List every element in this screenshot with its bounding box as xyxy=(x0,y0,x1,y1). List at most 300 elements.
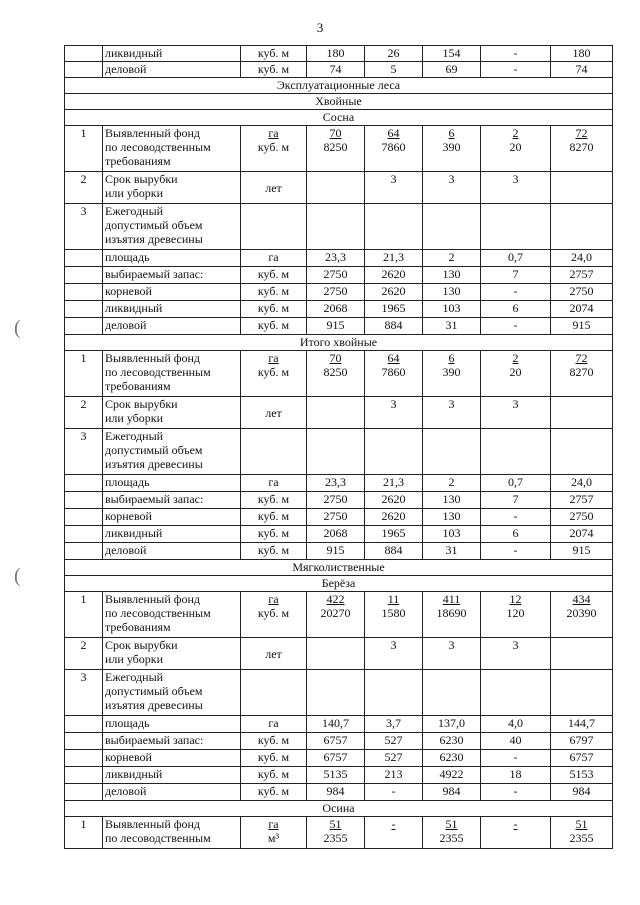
value-cell: 915 xyxy=(551,543,613,560)
row-unit: га xyxy=(241,250,307,267)
value-cell: 144,7 xyxy=(551,716,613,733)
value-cell: 6757 xyxy=(307,733,365,750)
value-cell: 2750 xyxy=(551,284,613,301)
table-row xyxy=(65,716,613,733)
label-line: Ежегодный xyxy=(105,204,164,218)
section-birch: Берёза xyxy=(65,576,613,592)
margin-mark: ( xyxy=(14,317,21,339)
row-number xyxy=(65,767,103,784)
empty-cell xyxy=(423,429,481,475)
volume-value: 2355 xyxy=(323,831,348,845)
row-unit: лет xyxy=(241,172,307,204)
section-aspen: Осина xyxy=(65,801,613,817)
value-cell xyxy=(307,817,365,849)
value-cell xyxy=(551,351,613,397)
row-number: 3 xyxy=(65,670,103,716)
value-cell: - xyxy=(481,318,551,335)
unit-ha: га xyxy=(268,817,279,831)
label-line: по лесоводственным xyxy=(105,606,211,620)
value-cell: 137,0 xyxy=(423,716,481,733)
row-label xyxy=(103,817,241,849)
area-value: 72 xyxy=(575,351,588,365)
row-label: выбираемый запас: xyxy=(103,733,241,750)
row-number: 2 xyxy=(65,638,103,670)
area-value: - xyxy=(391,817,396,831)
row-number xyxy=(65,267,103,284)
empty-cell xyxy=(481,670,551,716)
empty-cell xyxy=(423,204,481,250)
section-heading-row xyxy=(65,576,613,592)
area-value: 411 xyxy=(442,592,461,606)
value-cell: 2750 xyxy=(307,492,365,509)
value-cell: 527 xyxy=(365,733,423,750)
label-line: Срок вырубки xyxy=(105,397,178,411)
value-cell xyxy=(365,592,423,638)
value-cell: 2 xyxy=(423,250,481,267)
table-row xyxy=(65,46,613,62)
value-cell: 21,3 xyxy=(365,475,423,492)
value-cell xyxy=(423,592,481,638)
value-cell: 5 xyxy=(365,62,423,78)
value-cell: 2750 xyxy=(307,509,365,526)
row-number: 3 xyxy=(65,204,103,250)
value-cell: 2620 xyxy=(365,492,423,509)
area-value: 12 xyxy=(509,592,522,606)
row-number xyxy=(65,526,103,543)
table-row xyxy=(65,284,613,301)
row-unit: куб. м xyxy=(241,750,307,767)
volume-value: 20390 xyxy=(566,606,597,620)
row-label xyxy=(103,429,241,475)
volume-value: 2355 xyxy=(439,831,464,845)
table-row xyxy=(65,475,613,492)
label-line: требованиям xyxy=(105,379,171,393)
area-value: 6 xyxy=(448,126,455,140)
row-unit: куб. м xyxy=(241,492,307,509)
value-cell: 3 xyxy=(423,397,481,429)
row-unit: куб. м xyxy=(241,284,307,301)
value-cell: - xyxy=(481,509,551,526)
empty-cell xyxy=(307,204,365,250)
label-line: допустимый объем xyxy=(105,443,203,457)
annual-header-row xyxy=(65,204,613,250)
area-value: 51 xyxy=(329,817,342,831)
area-value: 51 xyxy=(575,817,588,831)
row-label: деловой xyxy=(103,543,241,560)
value-cell: 2074 xyxy=(551,526,613,543)
row-number xyxy=(65,543,103,560)
fund-row xyxy=(65,592,613,638)
label-line: или уборки xyxy=(105,186,164,200)
table-row xyxy=(65,526,613,543)
label-line: Ежегодный xyxy=(105,429,164,443)
row-unit xyxy=(241,351,307,397)
value-cell: 2757 xyxy=(551,492,613,509)
value-cell: 6 xyxy=(481,526,551,543)
row-label: ликвидный xyxy=(103,767,241,784)
value-cell: - xyxy=(481,784,551,801)
empty-cell xyxy=(307,670,365,716)
value-cell: 7 xyxy=(481,267,551,284)
row-label: деловой xyxy=(103,784,241,801)
area-value: 72 xyxy=(575,126,588,140)
row-label xyxy=(103,592,241,638)
row-label: деловой xyxy=(103,318,241,335)
row-label: площадь xyxy=(103,475,241,492)
label-line: требованиям xyxy=(105,154,171,168)
fund-row xyxy=(65,817,613,849)
empty-cell xyxy=(551,429,613,475)
value-cell: 5135 xyxy=(307,767,365,784)
empty-cell xyxy=(241,429,307,475)
section-pine: Сосна xyxy=(65,110,613,126)
row-number: 3 xyxy=(65,429,103,475)
empty-cell xyxy=(551,670,613,716)
value-cell: 2068 xyxy=(307,301,365,318)
value-cell: 31 xyxy=(423,543,481,560)
value-cell xyxy=(307,351,365,397)
label-line: Выявленный фонд xyxy=(105,817,201,831)
value-cell: 130 xyxy=(423,284,481,301)
label-line: или уборки xyxy=(105,652,164,666)
value-cell: 2 xyxy=(423,475,481,492)
row-unit xyxy=(241,592,307,638)
value-cell: 31 xyxy=(423,318,481,335)
value-cell xyxy=(307,172,365,204)
section-conifers: Хвойные xyxy=(65,94,613,110)
empty-cell xyxy=(241,204,307,250)
table-row xyxy=(65,784,613,801)
row-unit xyxy=(241,817,307,849)
section-softwood: Мягколиственные xyxy=(65,560,613,576)
row-number xyxy=(65,46,103,62)
value-cell: 26 xyxy=(365,46,423,62)
row-number xyxy=(65,284,103,301)
value-cell: 2620 xyxy=(365,509,423,526)
label-line: изъятия древесины xyxy=(105,457,203,471)
value-cell xyxy=(481,592,551,638)
value-cell: 130 xyxy=(423,492,481,509)
label-line: Выявленный фонд xyxy=(105,126,201,140)
value-cell xyxy=(551,592,613,638)
area-value: 2 xyxy=(512,126,519,140)
forest-volume-table xyxy=(64,45,613,849)
empty-cell xyxy=(365,670,423,716)
value-cell: 2757 xyxy=(551,267,613,284)
label-line: Выявленный фонд xyxy=(105,351,201,365)
row-unit xyxy=(241,126,307,172)
row-number xyxy=(65,716,103,733)
value-cell: 6 xyxy=(481,301,551,318)
value-cell: 3 xyxy=(481,397,551,429)
volume-value: 8270 xyxy=(569,365,594,379)
value-cell: 984 xyxy=(551,784,613,801)
row-label: выбираемый запас: xyxy=(103,267,241,284)
value-cell xyxy=(551,397,613,429)
value-cell: 915 xyxy=(551,318,613,335)
value-cell: 40 xyxy=(481,733,551,750)
value-cell: 2620 xyxy=(365,284,423,301)
value-cell: 1965 xyxy=(365,301,423,318)
volume-value: 8250 xyxy=(323,365,348,379)
row-label xyxy=(103,397,241,429)
empty-cell xyxy=(481,429,551,475)
label-line: по лесоводственным xyxy=(105,831,211,845)
table-row xyxy=(65,767,613,784)
value-cell: 2750 xyxy=(307,284,365,301)
value-cell: 74 xyxy=(551,62,613,78)
value-cell: 5153 xyxy=(551,767,613,784)
row-label: площадь xyxy=(103,250,241,267)
value-cell xyxy=(365,817,423,849)
row-unit: лет xyxy=(241,638,307,670)
value-cell xyxy=(307,592,365,638)
section-heading-row xyxy=(65,94,613,110)
section-conifers-total: Итого хвойные xyxy=(65,335,613,351)
area-value: - xyxy=(513,817,518,831)
table-row xyxy=(65,543,613,560)
row-number xyxy=(65,301,103,318)
value-cell: 103 xyxy=(423,301,481,318)
value-cell: 3 xyxy=(365,638,423,670)
label-line: по лесоводственным xyxy=(105,365,211,379)
row-number: 1 xyxy=(65,126,103,172)
area-value: 11 xyxy=(387,592,400,606)
row-unit: куб. м xyxy=(241,784,307,801)
area-value: 2 xyxy=(512,351,519,365)
value-cell: 4922 xyxy=(423,767,481,784)
row-label: корневой xyxy=(103,750,241,767)
row-unit: лет xyxy=(241,397,307,429)
area-value: 51 xyxy=(445,817,458,831)
page-number: 3 xyxy=(316,20,324,35)
table-row xyxy=(65,301,613,318)
row-number xyxy=(65,318,103,335)
label-line: по лесоводственным xyxy=(105,140,211,154)
row-unit: куб. м xyxy=(241,301,307,318)
row-unit: куб. м xyxy=(241,509,307,526)
value-cell: 884 xyxy=(365,543,423,560)
area-value: 422 xyxy=(326,592,345,606)
row-label: ликвидный xyxy=(103,526,241,543)
row-unit: куб. м xyxy=(241,767,307,784)
value-cell xyxy=(423,817,481,849)
table-row xyxy=(65,733,613,750)
label-line: требованиям xyxy=(105,620,171,634)
value-cell: 130 xyxy=(423,509,481,526)
row-number xyxy=(65,784,103,801)
row-number xyxy=(65,733,103,750)
row-label: корневой xyxy=(103,284,241,301)
unit-volume: куб. м xyxy=(257,606,290,620)
volume-value: 20 xyxy=(509,365,522,379)
empty-cell xyxy=(307,429,365,475)
row-unit: куб. м xyxy=(241,46,307,62)
volume-value: 8270 xyxy=(569,140,594,154)
value-cell xyxy=(307,126,365,172)
value-cell: 984 xyxy=(307,784,365,801)
table-row xyxy=(65,267,613,284)
row-number: 1 xyxy=(65,351,103,397)
annual-header-row xyxy=(65,429,613,475)
fund-row xyxy=(65,351,613,397)
row-unit: га xyxy=(241,475,307,492)
row-label xyxy=(103,670,241,716)
value-cell: 130 xyxy=(423,267,481,284)
value-cell xyxy=(551,126,613,172)
value-cell xyxy=(551,638,613,670)
value-cell: 18 xyxy=(481,767,551,784)
empty-cell xyxy=(481,204,551,250)
value-cell: 984 xyxy=(423,784,481,801)
label-line: изъятия древесины xyxy=(105,698,203,712)
volume-value: 390 xyxy=(442,365,461,379)
value-cell: 24,0 xyxy=(551,475,613,492)
empty-cell xyxy=(365,429,423,475)
value-cell xyxy=(481,817,551,849)
row-label: площадь xyxy=(103,716,241,733)
unit-volume: куб. м xyxy=(257,140,290,154)
value-cell: 6230 xyxy=(423,733,481,750)
value-cell: - xyxy=(365,784,423,801)
area-value: 70 xyxy=(329,126,342,140)
label-line: Срок вырубки xyxy=(105,638,178,652)
value-cell: 4,0 xyxy=(481,716,551,733)
term-row xyxy=(65,397,613,429)
table-row xyxy=(65,509,613,526)
value-cell: 74 xyxy=(307,62,365,78)
row-label xyxy=(103,204,241,250)
row-unit: куб. м xyxy=(241,733,307,750)
value-cell: 2074 xyxy=(551,301,613,318)
section-heading-row xyxy=(65,335,613,351)
row-label: ликвидный xyxy=(103,46,241,62)
annual-header-row xyxy=(65,670,613,716)
row-number: 2 xyxy=(65,172,103,204)
value-cell: 69 xyxy=(423,62,481,78)
label-line: Срок вырубки xyxy=(105,172,178,186)
value-cell: - xyxy=(481,46,551,62)
section-heading-row xyxy=(65,560,613,576)
volume-value: 120 xyxy=(506,606,525,620)
value-cell: 3 xyxy=(423,172,481,204)
label-line: допустимый объем xyxy=(105,218,203,232)
value-cell: 0,7 xyxy=(481,250,551,267)
value-cell xyxy=(481,351,551,397)
value-cell xyxy=(307,397,365,429)
area-value: 64 xyxy=(387,126,400,140)
section-heading-row xyxy=(65,801,613,817)
table-row xyxy=(65,250,613,267)
label-line: Ежегодный xyxy=(105,670,164,684)
label-line: или уборки xyxy=(105,411,164,425)
value-cell xyxy=(551,172,613,204)
label-line: изъятия древесины xyxy=(105,232,203,246)
value-cell: 3,7 xyxy=(365,716,423,733)
value-cell xyxy=(365,351,423,397)
empty-cell xyxy=(423,670,481,716)
value-cell: 3 xyxy=(481,638,551,670)
row-unit: куб. м xyxy=(241,62,307,78)
row-number xyxy=(65,509,103,526)
value-cell: 1965 xyxy=(365,526,423,543)
unit-ha: га xyxy=(268,351,279,365)
empty-cell xyxy=(365,204,423,250)
row-unit: куб. м xyxy=(241,543,307,560)
value-cell: 527 xyxy=(365,750,423,767)
value-cell xyxy=(307,638,365,670)
margin-mark: ( xyxy=(14,565,21,587)
row-number: 1 xyxy=(65,592,103,638)
row-label: выбираемый запас: xyxy=(103,492,241,509)
value-cell xyxy=(423,126,481,172)
empty-cell xyxy=(551,204,613,250)
value-cell: 154 xyxy=(423,46,481,62)
area-value: 64 xyxy=(387,351,400,365)
term-row xyxy=(65,638,613,670)
value-cell: 2620 xyxy=(365,267,423,284)
row-label: корневой xyxy=(103,509,241,526)
volume-value: 390 xyxy=(442,140,461,154)
term-row xyxy=(65,172,613,204)
unit-ha: га xyxy=(268,126,279,140)
value-cell: 213 xyxy=(365,767,423,784)
volume-value: 7860 xyxy=(381,365,406,379)
volume-value: 20 xyxy=(509,140,522,154)
table-row xyxy=(65,318,613,335)
value-cell: 103 xyxy=(423,526,481,543)
fund-row xyxy=(65,126,613,172)
volume-value: 20270 xyxy=(320,606,351,620)
unit-volume: куб. м xyxy=(257,365,290,379)
value-cell: - xyxy=(481,284,551,301)
table-row xyxy=(65,62,613,78)
row-number xyxy=(65,62,103,78)
label-line: Выявленный фонд xyxy=(105,592,201,606)
value-cell: 3 xyxy=(365,172,423,204)
table-row xyxy=(65,750,613,767)
value-cell: 24,0 xyxy=(551,250,613,267)
area-value: 434 xyxy=(572,592,591,606)
value-cell: 3 xyxy=(423,638,481,670)
value-cell: 140,7 xyxy=(307,716,365,733)
unit-volume: м³ xyxy=(267,831,280,845)
row-label: деловой xyxy=(103,62,241,78)
value-cell: 915 xyxy=(307,543,365,560)
volume-value: 7860 xyxy=(381,140,406,154)
value-cell: 180 xyxy=(307,46,365,62)
row-number xyxy=(65,492,103,509)
row-number xyxy=(65,250,103,267)
section-heading-row xyxy=(65,110,613,126)
value-cell xyxy=(423,351,481,397)
section-exploitation-forests: Эксплуатационные леса xyxy=(65,78,613,94)
value-cell: 6797 xyxy=(551,733,613,750)
volume-value: 1580 xyxy=(381,606,406,620)
row-number: 1 xyxy=(65,817,103,849)
value-cell: 2068 xyxy=(307,526,365,543)
value-cell: 6230 xyxy=(423,750,481,767)
volume-value: 8250 xyxy=(323,140,348,154)
row-label xyxy=(103,172,241,204)
value-cell: 2750 xyxy=(551,509,613,526)
label-line: допустимый объем xyxy=(105,684,203,698)
row-label: ликвидный xyxy=(103,301,241,318)
section-heading-row xyxy=(65,78,613,94)
row-unit: куб. м xyxy=(241,267,307,284)
value-cell: 180 xyxy=(551,46,613,62)
value-cell: 3 xyxy=(481,172,551,204)
